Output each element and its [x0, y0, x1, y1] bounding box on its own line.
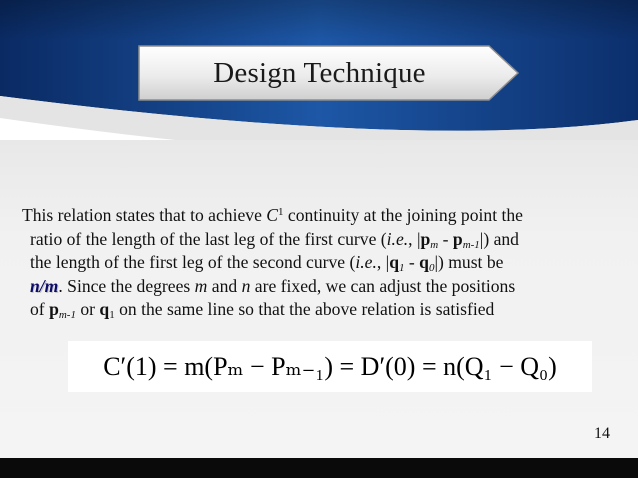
bottom-bar: [0, 458, 638, 478]
paragraph-line: the length of the first leg of the second curve (i.e., $|q_1 - q_0|$) must be: [30, 252, 504, 274]
slide-title: Design Technique: [213, 56, 426, 89]
paragraph-line: This relation states that to achieve $C^1$ continuity at the joining point the: [22, 205, 523, 225]
body-paragraph: [22, 204, 634, 322]
title-arrow-box: [137, 44, 520, 102]
paragraph-line: n/m. Since the degrees m and n are fixed, we can adjust the positions: [30, 275, 516, 296]
equation-box: [68, 341, 592, 392]
paragraph-line: of $p_{m-1}$ or $q_1$ on the same line so that the above relation is satisfied: [30, 299, 495, 321]
paragraph-line: ratio of the length of the last leg of the first curve (i.e., $|p_m - p_{m-1}|$) and: [30, 228, 519, 251]
page-number: 14: [594, 425, 610, 442]
ratio-emphasis: n/m: [30, 275, 59, 296]
continuity-equation: C′(1) = m(Pₘ − Pₘ₋₁) = D′(0) = n(Q₁ − Q₀): [103, 351, 557, 381]
